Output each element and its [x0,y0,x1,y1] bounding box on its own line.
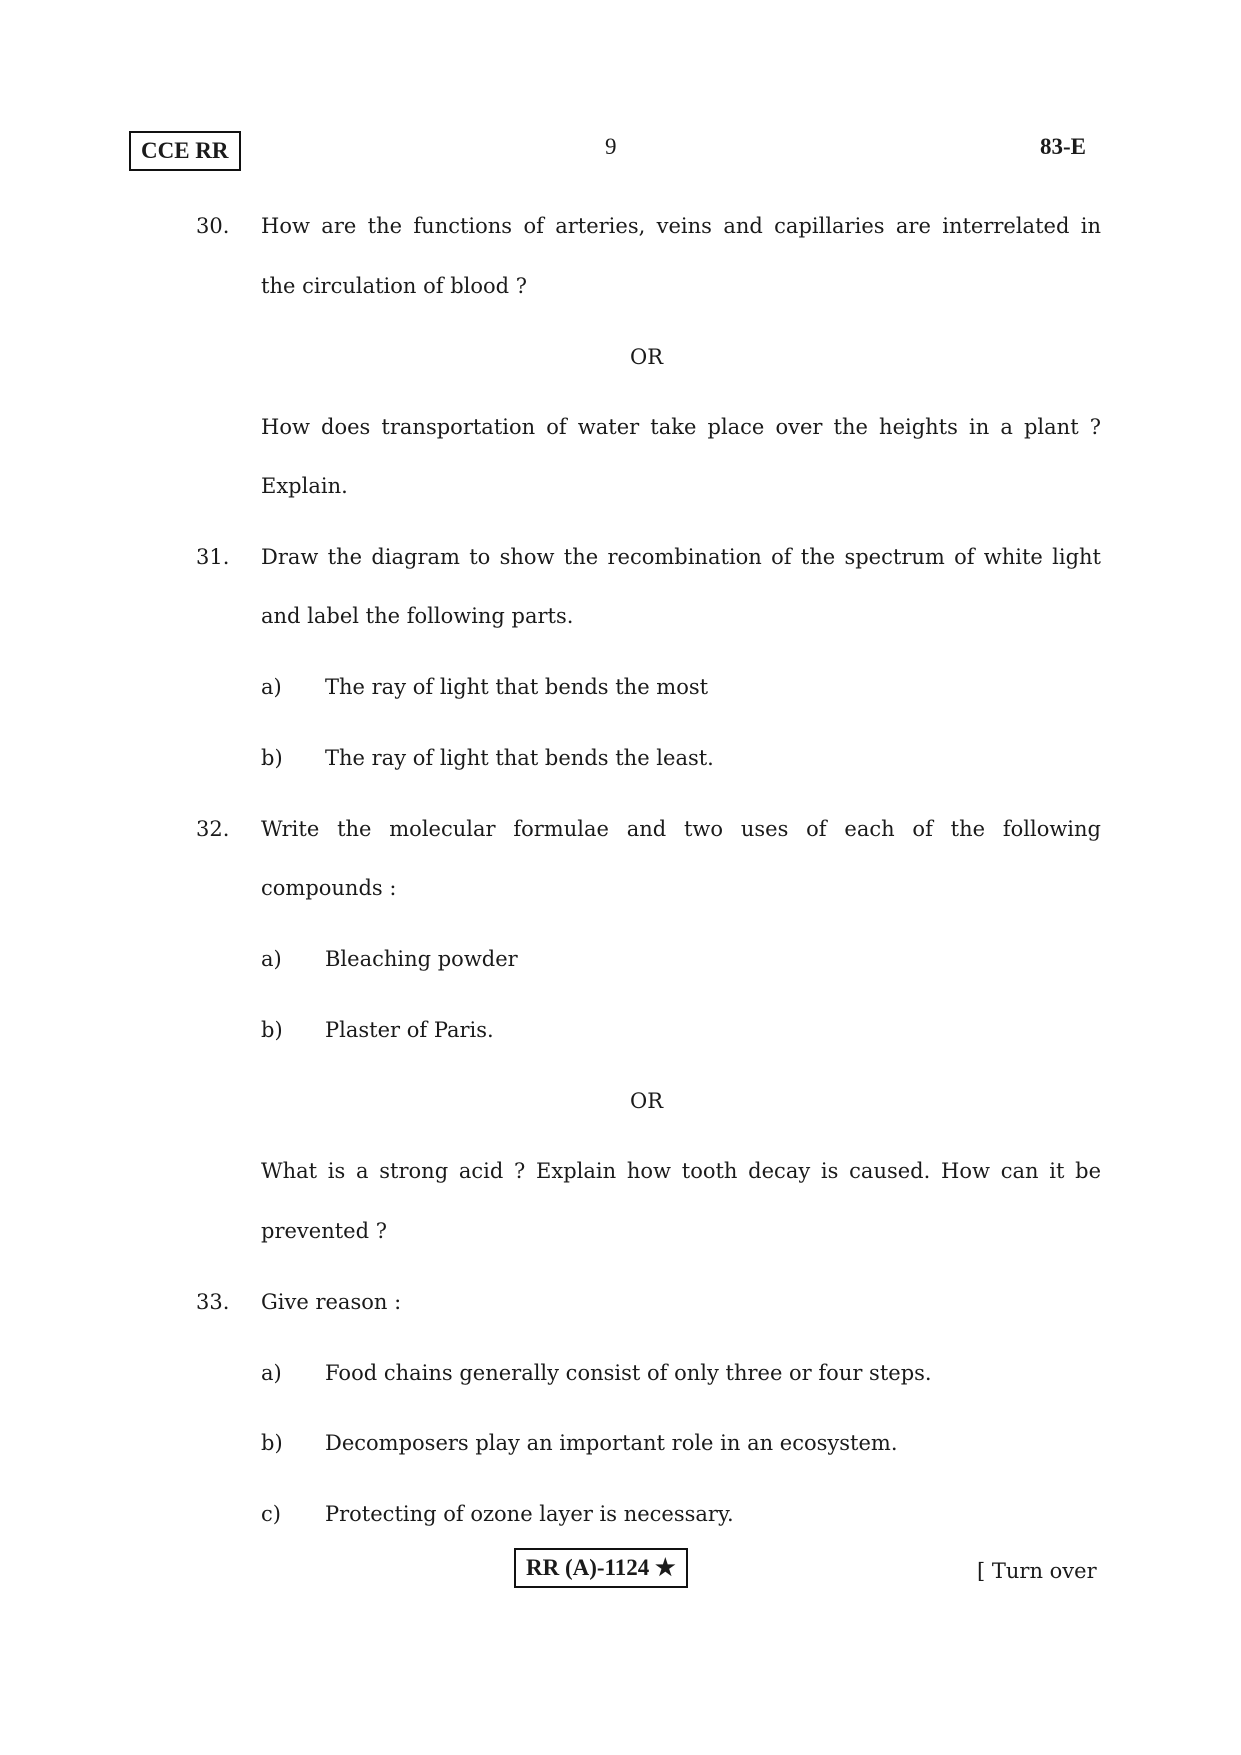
question-32-line-1: Write the molecular formulae and two uses of each of the following [261,817,1101,841]
footer-code-box [514,1548,688,1588]
sub-item-label: b) [261,1018,283,1042]
question-number-31: 31. [196,545,230,569]
question-30-line-2: the circulation of blood ? [261,274,528,298]
sub-item-label: c) [261,1502,281,1526]
sub-item-label: a) [261,1361,282,1385]
footer-code: RR (A)-1124 ★ [526,1555,676,1580]
sub-item-label: b) [261,746,283,770]
question-number-33: 33. [196,1290,230,1314]
question-30-alt-line-2: Explain. [261,474,348,498]
sub-item-text: The ray of light that bends the most [325,675,709,699]
question-number-30: 30. [196,214,230,238]
turn-over-note: [ Turn over [977,1559,1097,1583]
sub-item-label: a) [261,675,282,699]
question-number-32: 32. [196,817,230,841]
question-30-line-1: How are the functions of arteries, veins and capillaries are interrelated in [261,214,1101,238]
sub-item-text: Plaster of Paris. [325,1018,494,1042]
question-32-alt-line-1: What is a strong acid ? Explain how tooth decay is caused. How can it be [261,1159,1101,1183]
question-32-alt-line-2: prevented ? [261,1219,387,1243]
or-separator-30: OR [630,345,664,369]
sub-item-label: b) [261,1431,283,1455]
sub-item-text: Protecting of ozone layer is necessary. [325,1502,734,1526]
sub-item-text: The ray of light that bends the least. [325,746,714,770]
question-31-line-1: Draw the diagram to show the recombination of the spectrum of white light [261,545,1101,569]
sub-item-label: a) [261,947,282,971]
question-33-line-1: Give reason : [261,1290,402,1314]
paper-code-box [129,131,241,171]
sub-item-text: Food chains generally consist of only three or four steps. [325,1361,932,1385]
question-32-line-2: compounds : [261,876,397,900]
paper-code: CCE RR [141,138,229,163]
question-30-alt-line-1: How does transportation of water take place over the heights in a plant ? [261,415,1101,439]
subject-code: 83-E [1040,134,1086,159]
page-number: 9 [605,134,617,159]
or-separator-32: OR [630,1089,664,1113]
question-31-line-2: and label the following parts. [261,604,574,628]
sub-item-text: Decomposers play an important role in an ecosystem. [325,1431,898,1455]
sub-item-text: Bleaching powder [325,947,518,971]
